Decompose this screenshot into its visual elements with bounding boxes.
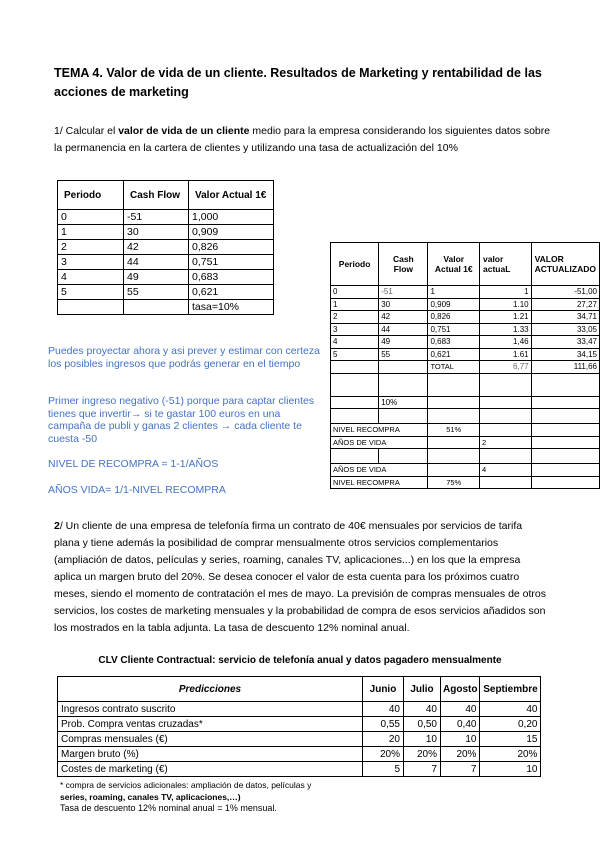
table-1 — [57, 180, 274, 315]
table-row: Prob. Compra ventas cruzadas* 0,55 0,50 0,40 0,20 — [58, 717, 541, 732]
note-2: Primer ingreso negativo (-51) porque para captar clientes tienes que invertir→ si te gastar 100 euros en una campaña de publi y ganas 2 clientes → cada cliente te cuesta -50 — [48, 395, 315, 445]
table-row — [58, 300, 274, 315]
table-row: Margen bruto (%) 20% 20% 20% 20% — [58, 747, 541, 762]
rate-note: tasa=10% — [189, 300, 274, 315]
table-row: 3 44 0,751 1.33 33,05 — [331, 323, 600, 336]
page-title: TEMA 4. Valor de vida de un cliente. Resultados de Marketing y rentabilidad de las acciones de marketing — [54, 66, 542, 99]
table-row: 3 44 0,751 — [58, 255, 274, 270]
table-header-row: Periodo Cash Flow Valor Actual 1€ valor actuaL VALOR ACTUALIZADO — [331, 243, 600, 286]
footnote: * compra de servicios adicionales: ampliación de datos, películas y series, roaming, canales TV, aplicaciones,…) Tasa de descuento 12% nominal anual = 1% mensual. — [60, 780, 312, 813]
note-1: Puedes proyectar ahora y asi prever y estimar con certeza los posibles ingresos que podrás generar en el tiempo — [48, 345, 320, 370]
table-2: Periodo Cash Flow Valor Actual 1€ valor actuaL VALOR ACTUALIZADO 0 -51 1 1 -51,00 1 30 0,909 1.10 27,27 2 42 0,826 1.21 34,71 3 44 0,751 1.33 33,05 4 49 0,683 1,46 33,47 5 55 0,621 1.61 34,15 TOTAL 6,77 111,66 10% NIVEL RECOMPRA 51% AÑOS DE VIDA 2 AÑOS DE VIDA 4 NIVEL RECOMPRA 75% — [330, 242, 600, 489]
table-row: Costes de marketing (€) 5 7 7 10 — [58, 762, 541, 777]
note-4: AÑOS VIDA= 1/1-NIVEL RECOMPRA — [48, 484, 226, 496]
table-row: Ingresos contrato suscrito 40 40 40 40 — [58, 702, 541, 717]
table-total-row: TOTAL 6,77 111,66 — [331, 361, 600, 374]
table-row: 2 42 0,826 1.21 34,71 — [331, 311, 600, 324]
table-row: 5 55 0,621 1.61 34,15 — [331, 348, 600, 361]
table-row: Compras mensuales (€) 20 10 10 15 — [58, 732, 541, 747]
table-row: 5 55 0,621 — [58, 285, 274, 300]
table-row: 2 42 0,826 — [58, 240, 274, 255]
table-row: 0 -51 1 1 -51,00 — [331, 286, 600, 299]
table-row: 4 49 0,683 1,46 33,47 — [331, 336, 600, 349]
table-3-title: CLV Cliente Contractual: servicio de telefonía anual y datos pagadero mensualmente — [98, 655, 502, 666]
table-row: 1 30 0,909 — [58, 225, 274, 240]
question-2: 2/ Un cliente de una empresa de telefonía firma un contrato de 40€ mensuales por servicios de tarifa plana y tiene además la posibilidad de comprar mensualmente otros servicios complementarios (ampliación de datos, películas y series, roaming, canales TV, aplicaciones...) en los que la empresa aplica un margen bruto del 20%. Se desea conocer el valor de esta cuenta para los próximos cuatro meses, siendo el momento de contratación el mes de mayo. La previsión de compras mensuales de otros servicios, los costes de marketing mensuales y la probabilidad de compra de esos servicios añadidos son los mostrados en la tabla adjunta. La tasa de descuento 12% nominal anual. — [54, 520, 547, 634]
table-header-row: Predicciones Junio Julio Agosto Septiembre — [58, 677, 541, 702]
question-1: 1/ Calcular el valor de vida de un cliente medio para la empresa considerando los siguientes datos sobre la permanencia en la cartera de clientes y utilizando una tasa de actualización del 10% — [54, 125, 551, 154]
table-3 — [57, 676, 541, 777]
table-header-row: Periodo Cash Flow Valor Actual 1€ — [58, 181, 274, 210]
table-row: 1 30 0,909 1.10 27,27 — [331, 298, 600, 311]
table-row: 4 49 0,683 — [58, 270, 274, 285]
table-row: 0 -51 1,000 — [58, 210, 274, 225]
note-3: NIVEL DE RECOMPRA = 1-1/AÑOS — [48, 458, 219, 470]
